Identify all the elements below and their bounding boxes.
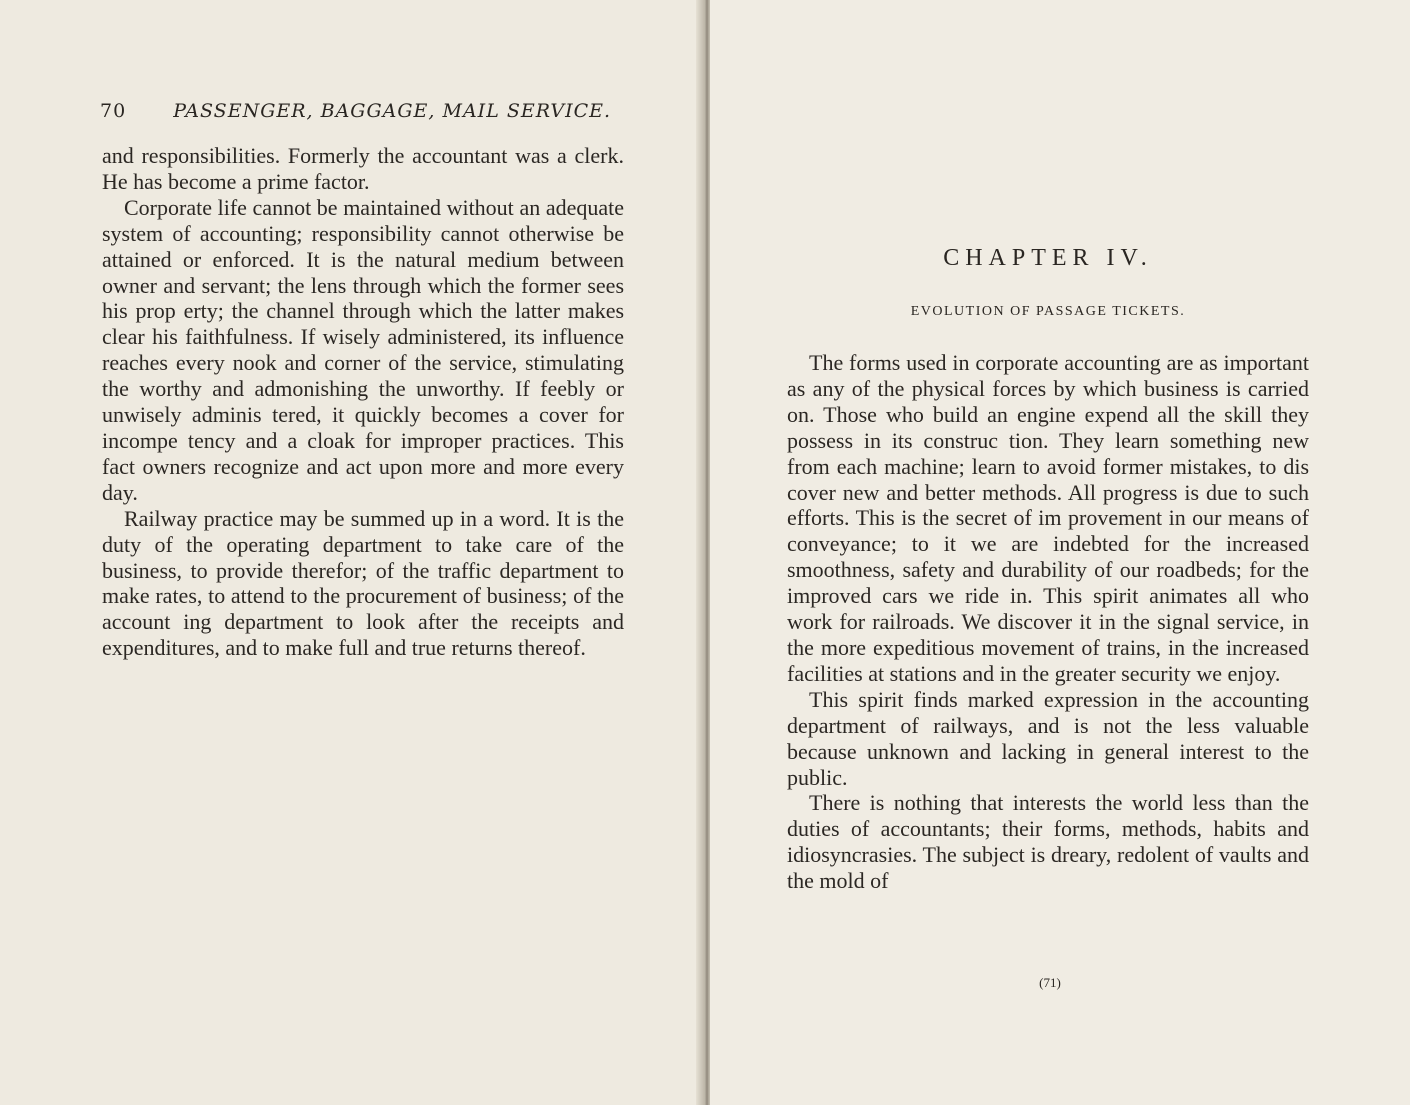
text-line: the natural medium between owner and servant; — [102, 246, 624, 298]
text-line: and in the greater security we enjoy. — [962, 660, 1281, 686]
running-title: PASSENGER, BAGGAGE, MAIL SERVICE. — [173, 100, 612, 122]
text-line: we are indebted for the increased smoothness, — [787, 531, 1309, 583]
text-line: There is nothing that interests the world less — [809, 790, 1226, 816]
text-line: clear his faithfulness. If wisely administered, its — [102, 324, 535, 350]
text-line: tion. They learn something new from each — [787, 427, 1309, 479]
text-line: thereof. — [518, 635, 586, 661]
text-line: than the duties of accountants; their forms, — [787, 790, 1310, 842]
text-line: machine; learn to avoid former mistakes, to dis — [884, 453, 1310, 479]
text-line: erty; the channel through which the latter makes — [183, 298, 625, 324]
paragraph — [787, 687, 1309, 791]
text-line: It is the duty of the operating department to — [102, 505, 625, 557]
text-line: the unworthy. If feebly or unwisely adminis — [102, 376, 624, 428]
text-line: more every day. — [102, 453, 625, 505]
text-line: influence reaches every nook and corner of the — [102, 324, 624, 376]
text-line: fact owners recognize and act upon more and — [102, 453, 515, 479]
text-line: important as any of the physical forces by which — [787, 350, 1309, 401]
text-line: to the procurement of business; of the account — [102, 583, 625, 635]
text-line: improved cars we ride in. This spirit animates — [787, 583, 1228, 609]
text-line: the less valuable because unknown and lacking — [787, 712, 1309, 764]
text-line: and responsibilities. Formerly the accountant — [102, 143, 508, 168]
left-body-text — [102, 143, 624, 661]
page-folio: (71) — [1039, 975, 1061, 990]
text-line: safety and durability of our roadbeds; for the — [902, 557, 1310, 583]
text-line: signal service, in the more expeditious movement — [787, 609, 1309, 660]
chapter-subtitle: EVOLUTION OF PASSAGE TICKETS. — [910, 304, 1186, 319]
text-line: accounting department of railways, and is not — [787, 686, 1309, 738]
text-line: was a clerk. He has become a prime factor. — [102, 143, 624, 194]
text-line: in general interest to the public. — [787, 738, 1309, 790]
text-line: methods, habits and idiosyncrasies. The subject — [787, 816, 1310, 868]
running-head — [100, 100, 660, 122]
text-line: of trains, in the increased facilities at stations — [787, 634, 1309, 686]
paragraph — [102, 195, 624, 506]
text-line: of the traffic department to make rates, to attend — [102, 557, 625, 609]
text-line: the lens through which the former sees his prop — [102, 272, 625, 324]
text-line: Corporate life cannot be maintained without — [124, 194, 514, 220]
text-line: service, stimulating the worthy and admonishing — [102, 350, 624, 402]
paragraph — [787, 790, 1309, 894]
text-line: The forms used in corporate accounting are as — [809, 350, 1218, 375]
text-line: ing department to look after the receipts and — [183, 609, 625, 635]
text-line: tency and a cloak for improper practices. This — [187, 427, 624, 453]
text-line: cover new and better methods. All progress is — [787, 479, 1200, 505]
text-line: is dreary, redolent of vaults and the mold of — [787, 842, 1310, 894]
text-line: all who work for railroads. We discover it in the — [787, 583, 1309, 635]
text-line: This spirit finds marked expression in the — [809, 686, 1203, 712]
text-line: business is carried on. Those who build an engine — [787, 375, 1309, 427]
paragraph — [102, 506, 624, 661]
text-line: cannot otherwise be attained or enforced. It is — [102, 220, 624, 272]
right-body-text — [787, 350, 1309, 894]
text-line: tered, it quickly becomes a cover for incompe — [102, 402, 625, 453]
text-line: an adequate system of accounting; responsibility — [102, 194, 625, 246]
text-line: expenditures, and to make full and true returns — [102, 635, 513, 661]
paragraph — [787, 350, 1309, 687]
text-line: provement in our means of conveyance; to it — [787, 505, 1309, 557]
chapter-title: CHAPTER IV. — [943, 245, 1153, 271]
text-line: due to such efforts. This is the secret of im — [787, 479, 1310, 531]
paragraph — [102, 143, 624, 195]
page-number: 70 — [100, 100, 127, 122]
text-line: Railway practice may be summed up in a word. — [124, 505, 551, 531]
text-line: take care of the business, to provide therefor; — [102, 531, 625, 583]
text-line: expend all the skill they possess in its construc — [787, 401, 1310, 453]
